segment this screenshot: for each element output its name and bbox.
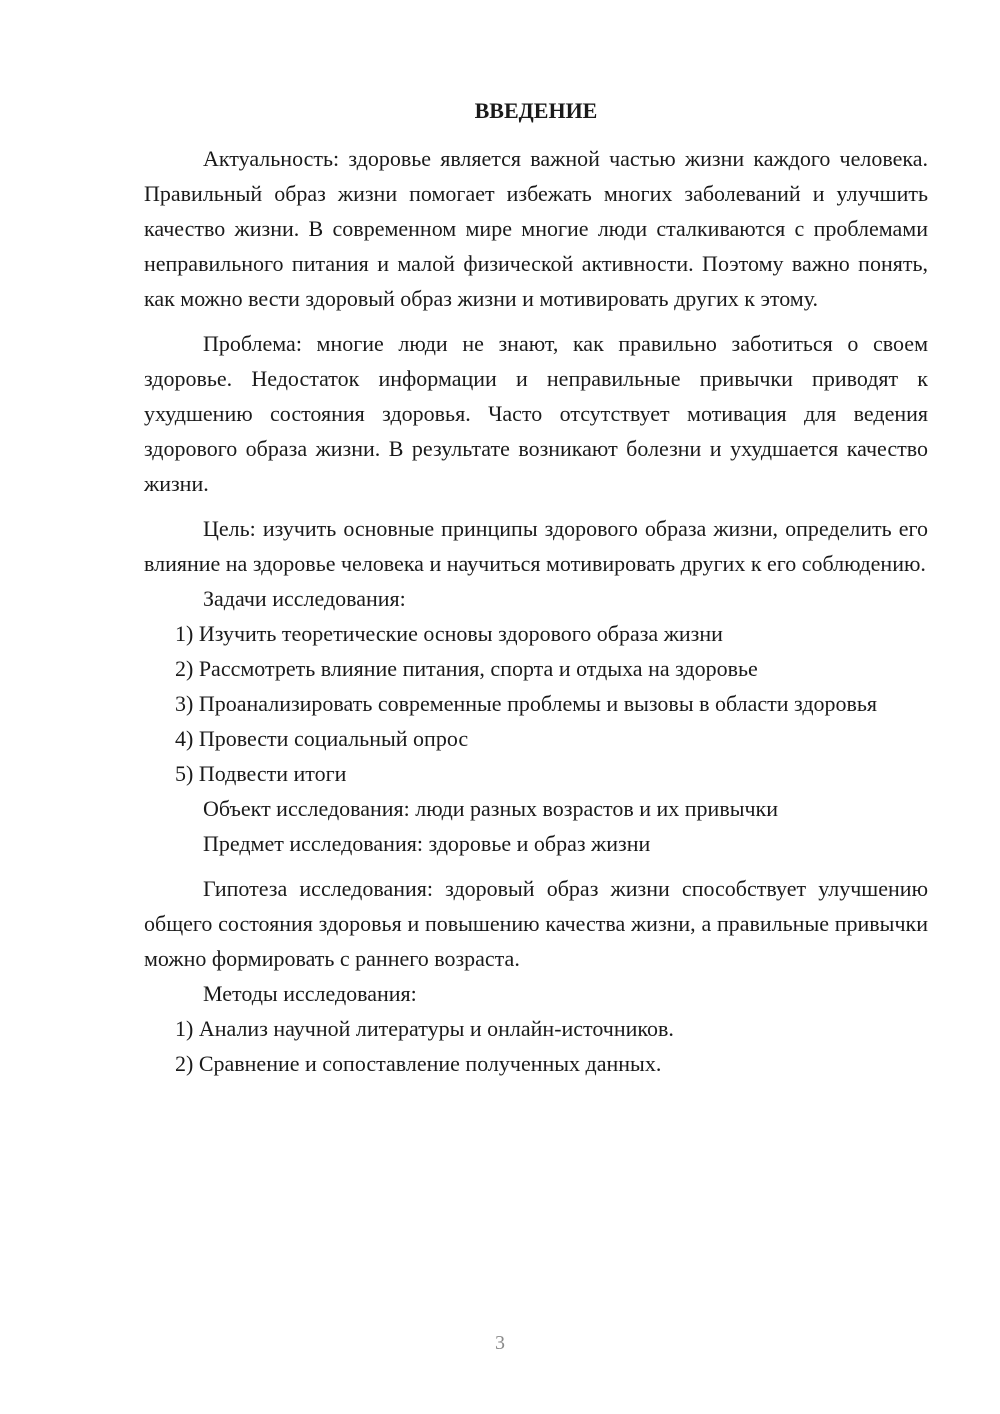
task-item: 2) Рассмотреть влияние питания, спорта и отдыха на здоровье [175, 656, 758, 681]
page-number: 3 [495, 1332, 505, 1354]
research-object: Объект исследования: люди разных возрастов и их привычки [203, 796, 779, 821]
relevance-paragraph: Актуальность: здоровье является важной частью жизни каждого человека. Правильный образ жизни помогает избежать многих заболеваний и улучшить качество жизни. В современном мире многие люди сталкиваются с проблемами неправильного питания и малой физической активности. Поэтому важно понять, как можно вести здоровый образ жизни и мотивировать других к этому. [144, 146, 928, 311]
goal-paragraph: Цель: изучить основные принципы здорового образа жизни, определить его влияние на здоровье человека и научиться мотивировать других к его соблюдению. [144, 516, 928, 576]
hypothesis-paragraph: Гипотеза исследования: здоровый образ жизни способствует улучшению общего состояния здоровья и повышению качества жизни, а правильные привычки можно формировать с раннего возраста. [144, 876, 928, 971]
section-title: ВВЕДЕНИЕ [474, 98, 598, 123]
task-item: 4) Провести социальный опрос [175, 726, 469, 751]
research-subject: Предмет исследования: здоровье и образ жизни [203, 831, 651, 856]
task-item: 1) Изучить теоретические основы здорового образа жизни [175, 621, 723, 646]
page-content [144, 95, 928, 1081]
tasks-list [144, 616, 928, 791]
method-item: 1) Анализ научной литературы и онлайн-источников. [175, 1016, 674, 1041]
method-item: 2) Сравнение и сопоставление полученных данных. [175, 1051, 662, 1076]
methods-list [144, 1011, 928, 1081]
problem-paragraph: Проблема: многие люди не знают, как правильно заботиться о своем здоровье. Недостаток информации и неправильные привычки приводят к ухудшению состояния здоровья. Часто отсутствует мотивация для ведения здорового образа жизни. В результате возникают болезни и ухудшается качество жизни. [144, 331, 928, 496]
task-item: 3) Проанализировать современные проблемы и вызовы в области здоровья [175, 691, 878, 716]
methods-heading: Методы исследования: [203, 981, 417, 1006]
tasks-heading: Задачи исследования: [203, 586, 406, 611]
task-item: 5) Подвести итоги [175, 761, 347, 786]
